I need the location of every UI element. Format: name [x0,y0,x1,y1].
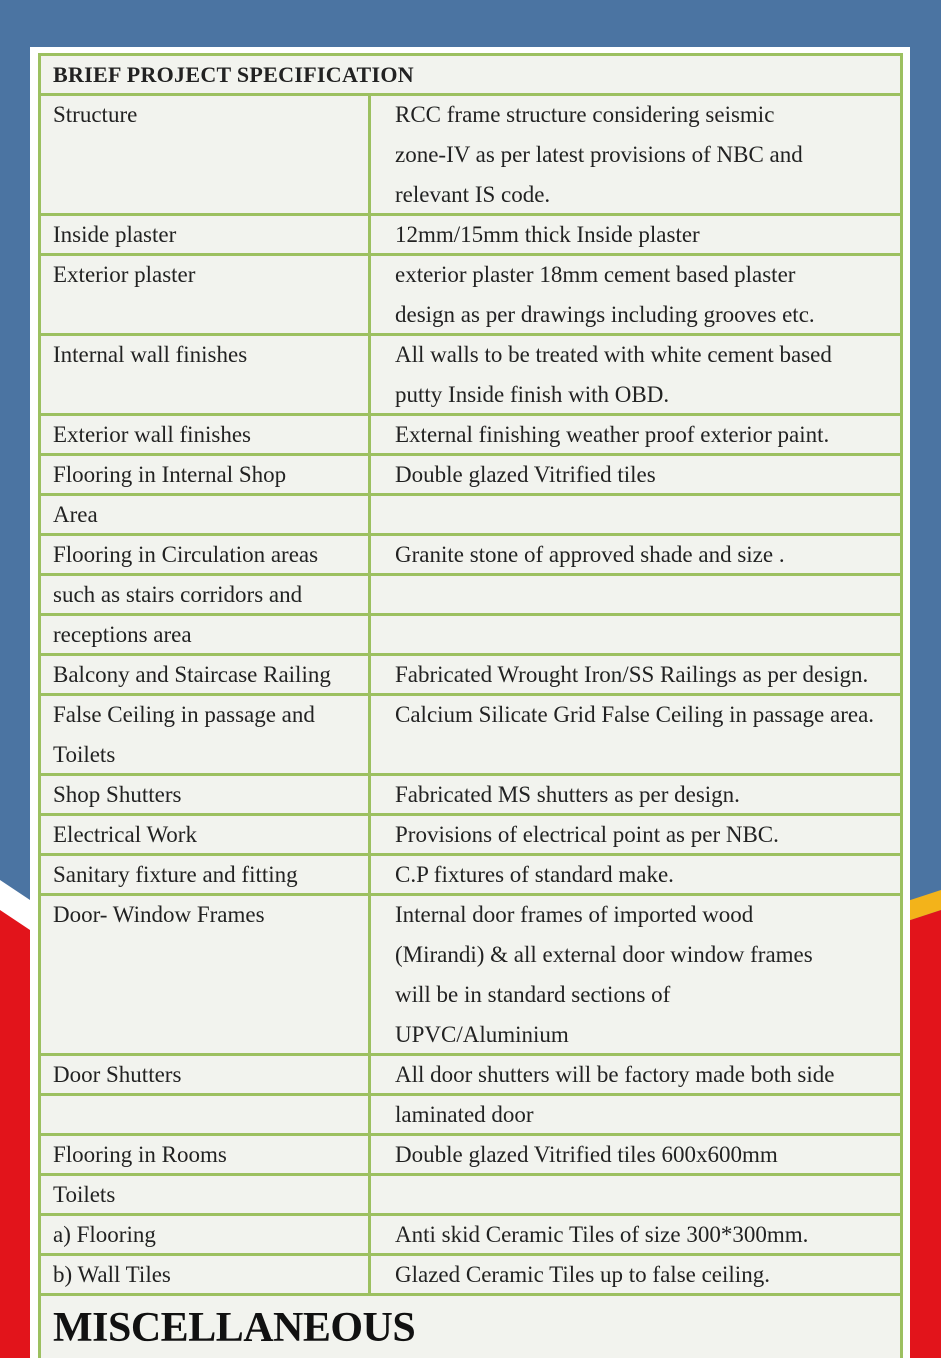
spec-label: Structure [53,102,138,127]
spec-label: Area [53,502,98,527]
spec-label: Balcony and Staircase Railing [53,662,331,687]
row-divider [38,413,903,416]
row-divider [38,333,903,336]
miscellaneous-heading: MISCELLANEOUS [53,1305,416,1351]
spec-label: Electrical Work [53,822,197,847]
table-title: BRIEF PROJECT SPECIFICATION [53,62,414,87]
spec-label: Internal wall finishes [53,342,248,367]
spec-value: External finishing weather proof exterior paint. [395,422,830,447]
row-divider [38,893,903,896]
row-divider [38,1173,903,1176]
spec-label: Door- Window Frames [53,902,265,927]
row-divider [38,573,903,576]
spec-value: Granite stone of approved shade and size . [395,542,785,567]
spec-label: Exterior wall finishes [53,422,252,447]
spec-value: Provisions of electrical point as per NBC. [395,822,779,847]
spec-label: Toilets [53,742,116,767]
spec-value: will be in standard sections of [395,982,671,1007]
row-divider [38,93,903,96]
spec-label: Flooring in Circulation areas [53,542,319,567]
spec-value: Fabricated Wrought Iron/SS Railings as per design. [395,662,869,687]
spec-label: Shop Shutters [53,782,182,807]
spec-value: Fabricated MS shutters as per design. [395,782,740,807]
spec-value: 12mm/15mm thick Inside plaster [395,222,700,247]
spec-label: Inside plaster [53,222,177,247]
spec-label: Flooring in Internal Shop [53,462,287,487]
spec-value: Double glazed Vitrified tiles 600x600mm [395,1142,778,1167]
row-divider [38,693,903,696]
row-divider [38,493,903,496]
row-divider [38,453,903,456]
spec-label: Toilets [53,1182,116,1207]
spec-label: such as stairs corridors and [53,582,303,607]
row-divider [38,1253,903,1256]
spec-value: All walls to be treated with white cement based [395,342,832,367]
spec-value: laminated door [395,1102,534,1127]
spec-value: C.P fixtures of standard make. [395,862,674,887]
spec-label: Exterior plaster [53,262,196,287]
spec-value: Calcium Silicate Grid False Ceiling in passage area. [395,702,875,727]
row-divider [38,613,903,616]
spec-value: (Mirandi) & all external door window frames [395,942,813,967]
spec-value: design as per drawings including grooves etc. [395,302,815,327]
spec-value: Internal door frames of imported wood [395,902,754,927]
spec-value: Glazed Ceramic Tiles up to false ceiling. [395,1262,770,1287]
column-divider [368,93,371,1293]
row-divider [38,853,903,856]
row-divider [38,1133,903,1136]
spec-value: UPVC/Aluminium [395,1022,569,1047]
row-divider [38,1293,903,1296]
row-divider [38,533,903,536]
spec-value: RCC frame structure considering seismic [395,102,775,127]
row-divider [38,773,903,776]
spec-label: False Ceiling in passage and [53,702,315,727]
spec-value: putty Inside finish with OBD. [395,382,670,407]
row-divider [38,213,903,216]
spec-value: exterior plaster 18mm cement based plaster [395,262,796,287]
spec-label: b) Wall Tiles [53,1262,171,1287]
spec-label: Sanitary fixture and fitting [53,862,298,887]
row-divider [38,1213,903,1216]
spec-value: relevant IS code. [395,182,551,207]
row-divider [38,653,903,656]
row-divider [38,1053,903,1056]
spec-label: Flooring in Rooms [53,1142,227,1167]
spec-label: Door Shutters [53,1062,182,1087]
row-divider [38,813,903,816]
spec-value: Double glazed Vitrified tiles [395,462,656,487]
row-divider [38,253,903,256]
spec-value: All door shutters will be factory made both side [395,1062,835,1087]
row-divider [38,1093,903,1096]
spec-value: zone-IV as per latest provisions of NBC and [395,142,803,167]
spec-label: receptions area [53,622,192,647]
spec-value: Anti skid Ceramic Tiles of size 300*300mm. [395,1222,809,1247]
spec-label: a) Flooring [53,1222,156,1247]
